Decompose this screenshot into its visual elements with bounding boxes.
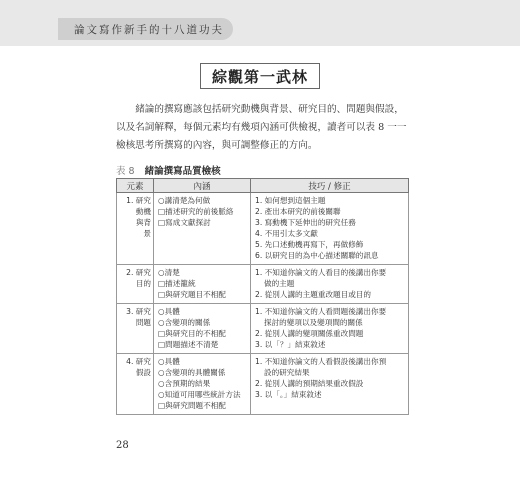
element-line: 景 bbox=[143, 229, 151, 238]
table-row bbox=[117, 354, 409, 415]
element-line: 與背 bbox=[135, 218, 151, 227]
content-item: □描述研究的前後脈絡 bbox=[158, 207, 234, 216]
column-header-content: 內涵 bbox=[154, 179, 251, 193]
content-item: ○知道可用哪些統計方法 bbox=[158, 390, 241, 399]
table-header-row bbox=[117, 179, 409, 193]
content-item: □與研究題目不相配 bbox=[158, 290, 226, 299]
element-line: 問題 bbox=[135, 318, 151, 327]
tip-line: 3. 以「？」結束敘述 bbox=[255, 340, 326, 349]
content-item: ○含變項的具體關係 bbox=[158, 368, 226, 377]
content-cell bbox=[154, 354, 251, 415]
element-cell bbox=[117, 265, 154, 304]
table-row bbox=[117, 265, 409, 304]
tip-line: 3. 寫動機下延伸出的研究任務 bbox=[255, 218, 356, 227]
element-cell bbox=[117, 354, 154, 415]
content-item: ○含預期的結果 bbox=[158, 379, 211, 388]
table-row bbox=[117, 193, 409, 265]
content-cell bbox=[154, 304, 251, 354]
tip-line: 2. 從別人講的預期結果重改假設 bbox=[255, 379, 364, 388]
tips-cell bbox=[251, 265, 409, 304]
element-line: 3. 研究 bbox=[126, 307, 151, 316]
content-item: □寫成文獻探討 bbox=[158, 218, 211, 227]
tip-line: 1. 如何想到這個主題 bbox=[255, 196, 326, 205]
running-title: 論文寫作新手的十八道功夫 bbox=[58, 18, 233, 40]
content-item: ○具體 bbox=[158, 357, 180, 366]
content-item: □與研究目的不相配 bbox=[158, 329, 226, 338]
table-title: 緒論撰寫品質檢核 bbox=[144, 166, 221, 177]
tip-line: 6. 以研究目的為中心描述關聯的訊息 bbox=[255, 251, 379, 260]
content-item: □問題描述不清楚 bbox=[158, 340, 219, 349]
content-item: □與研究問題不相配 bbox=[158, 401, 226, 410]
element-line: 動機 bbox=[135, 207, 151, 216]
tip-line: 1. 不知道你論文的人看假設後講出你預 bbox=[255, 357, 387, 366]
tip-line: 3. 以「。」結束敘述 bbox=[255, 390, 322, 399]
content-item: ○清楚 bbox=[158, 268, 180, 277]
tips-cell bbox=[251, 193, 409, 265]
content-item: □描述籠統 bbox=[158, 279, 196, 288]
element-line: 假設 bbox=[135, 368, 151, 377]
tip-line: 4. 不用引太多文獻 bbox=[255, 229, 318, 238]
tips-cell bbox=[251, 354, 409, 415]
tips-cell bbox=[251, 304, 409, 354]
section-title: 綜觀第一武林 bbox=[200, 63, 320, 89]
element-cell bbox=[117, 304, 154, 354]
column-header-element: 元素 bbox=[117, 179, 154, 193]
table-number: 表 8 bbox=[116, 166, 135, 177]
table-row bbox=[117, 304, 409, 354]
tip-line: 2. 從別人講的變項關係重改問題 bbox=[255, 329, 364, 338]
tip-line: 做的主題 bbox=[264, 279, 295, 288]
page-number: 28 bbox=[116, 440, 129, 451]
element-line: 2. 研究 bbox=[126, 268, 151, 277]
element-line: 目的 bbox=[135, 279, 151, 288]
content-item: ○具體 bbox=[158, 307, 180, 316]
table-caption bbox=[116, 163, 221, 177]
element-cell bbox=[117, 193, 154, 265]
column-header-tips: 技巧 / 修正 bbox=[251, 179, 409, 193]
tip-line: 1. 不知道你論文的人看問題後講出你要 bbox=[255, 307, 387, 316]
tip-line: 1. 不知道你論文的人看目的後講出你要 bbox=[255, 268, 387, 277]
content-item: ○含變項的關係 bbox=[158, 318, 211, 327]
element-line: 1. 研究 bbox=[126, 196, 151, 205]
element-line: 4. 研究 bbox=[126, 357, 151, 366]
tip-line: 設的研究結果 bbox=[264, 368, 310, 377]
checklist-table bbox=[116, 178, 409, 415]
tip-line: 2. 從別人講的主題重改題目或目的 bbox=[255, 290, 371, 299]
content-item: ○講清楚為何做 bbox=[158, 196, 211, 205]
tip-line: 5. 先口述動機再寫下，再做修飾 bbox=[255, 240, 364, 249]
content-cell bbox=[154, 265, 251, 304]
content-cell bbox=[154, 193, 251, 265]
body-paragraph: 緒論的撰寫應該包括研究動機與背景、研究目的、問題與假設，以及名詞解釋，每個元素均有幾項內涵可供檢視，讀者可以表 8 一一檢核思考所撰寫的內容，與可調整修正的方向。 bbox=[116, 104, 407, 151]
tip-line: 2. 產出本研究的前後關聯 bbox=[255, 207, 341, 216]
tip-line: 探討的變項以及變項間的關係 bbox=[264, 318, 363, 327]
